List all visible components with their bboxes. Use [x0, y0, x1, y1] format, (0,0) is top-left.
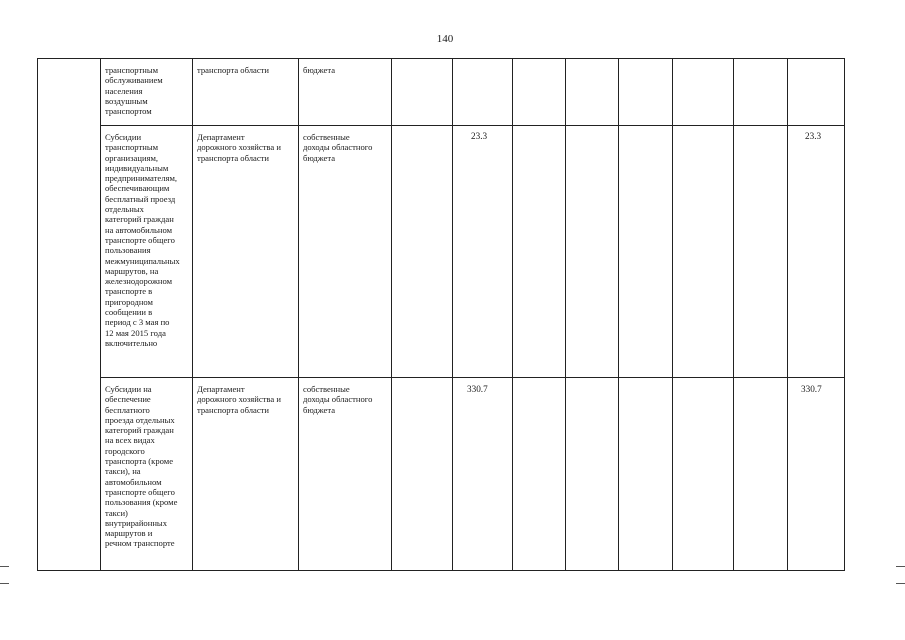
- text-line: бюджета: [303, 404, 336, 415]
- text-line: транспорте общего: [105, 486, 175, 497]
- text-line: дорожного хозяйства и: [197, 394, 281, 405]
- row-3-value-total: 330.7: [801, 384, 822, 394]
- text-line: собственные: [303, 132, 350, 142]
- text-line: собственные: [303, 384, 350, 394]
- text-line: предпринимателям,: [105, 173, 178, 184]
- column-border: [512, 58, 513, 571]
- text-line: пригородном: [105, 296, 153, 307]
- text-line: транспортным: [105, 142, 159, 153]
- scan-margin-mark: [0, 583, 9, 584]
- row-2-executor: [197, 132, 299, 163]
- text-line: транспорте общего: [105, 234, 175, 245]
- scan-margin-mark: [896, 566, 905, 567]
- text-line: маршрутов, на: [105, 265, 159, 276]
- column-border: [618, 58, 619, 571]
- text-line: организациям,: [105, 152, 159, 163]
- text-line: индивидуальным: [105, 162, 169, 173]
- text-line: обслуживанием: [105, 75, 163, 86]
- text-line: бесплатного: [105, 404, 150, 415]
- table-bottom-border: [37, 570, 844, 571]
- text-line: категорий граждан: [105, 214, 174, 225]
- text-line: отдельных: [105, 204, 144, 215]
- text-line: дорожного хозяйства и: [197, 142, 281, 153]
- text-line: такси): [105, 507, 128, 518]
- column-border: [672, 58, 673, 571]
- text-line: речном транспорте: [105, 538, 175, 549]
- text-line: пользования: [105, 245, 151, 256]
- row-1-executor: [197, 65, 297, 75]
- column-border: [391, 58, 392, 571]
- text-line: период с 3 мая по: [105, 317, 170, 328]
- page-number: 140: [436, 33, 454, 45]
- text-line: автомобильном: [105, 476, 162, 487]
- text-line: обеспечивающим: [105, 183, 170, 194]
- text-line: Департамент: [197, 384, 245, 394]
- row-2-name: [105, 132, 193, 348]
- column-border: [844, 58, 845, 571]
- row-2-value-2015: 23.3: [471, 131, 488, 141]
- text-line: 12 мая 2015 года: [105, 327, 166, 338]
- text-line: транспорта (кроме: [105, 456, 174, 467]
- text-line: транспортом: [105, 106, 152, 117]
- text-line: воздушным: [105, 95, 148, 106]
- text-line: Субсидии: [105, 132, 142, 142]
- row-3-name: [105, 384, 193, 549]
- text-line: включительно: [105, 337, 158, 348]
- text-line: пользования (кроме: [105, 497, 178, 508]
- text-line: бесплатный проезд: [105, 193, 176, 204]
- column-border: [37, 58, 38, 571]
- text-line: такси), на: [105, 466, 141, 477]
- row-1-name: [105, 65, 190, 116]
- text-line: транспортным: [105, 65, 159, 75]
- row-2-value-total: 23.3: [805, 131, 822, 141]
- text-line: на всех видах: [105, 435, 155, 446]
- text-line: межмуниципальных: [105, 255, 180, 266]
- column-border: [100, 58, 101, 571]
- column-border: [787, 58, 788, 571]
- text-line: доходы областного: [303, 142, 373, 153]
- text-line: транспорта области: [197, 65, 270, 75]
- text-line: бюджета: [303, 65, 336, 75]
- text-line: железнодорожном: [105, 276, 173, 287]
- text-line: категорий граждан: [105, 425, 174, 436]
- row-1-funding-source: [303, 65, 391, 75]
- text-line: Департамент: [197, 132, 245, 142]
- text-line: Субсидии на: [105, 384, 152, 394]
- column-border: [733, 58, 734, 571]
- text-line: на автомобильном: [105, 224, 173, 235]
- column-border: [452, 58, 453, 571]
- text-line: населения: [105, 85, 143, 96]
- text-line: транспорта области: [197, 404, 270, 415]
- text-line: транспорта области: [197, 152, 270, 163]
- column-border: [565, 58, 566, 571]
- text-line: обеспечение: [105, 394, 151, 405]
- row-3-value-2015: 330.7: [467, 384, 488, 394]
- row-3-executor: [197, 384, 299, 415]
- text-line: транспорте в: [105, 286, 153, 297]
- text-line: маршрутов и: [105, 528, 153, 539]
- row-3-funding-source: [303, 384, 391, 415]
- text-line: бюджета: [303, 152, 336, 163]
- table-top-border: [37, 58, 844, 59]
- row-2-funding-source: [303, 132, 391, 163]
- scan-margin-mark: [0, 566, 9, 567]
- text-line: городского: [105, 445, 145, 456]
- text-line: внутрирайонных: [105, 517, 167, 528]
- text-line: сообщении в: [105, 307, 153, 318]
- scan-margin-mark: [896, 583, 905, 584]
- text-line: доходы областного: [303, 394, 373, 405]
- text-line: проезда отдельных: [105, 414, 175, 425]
